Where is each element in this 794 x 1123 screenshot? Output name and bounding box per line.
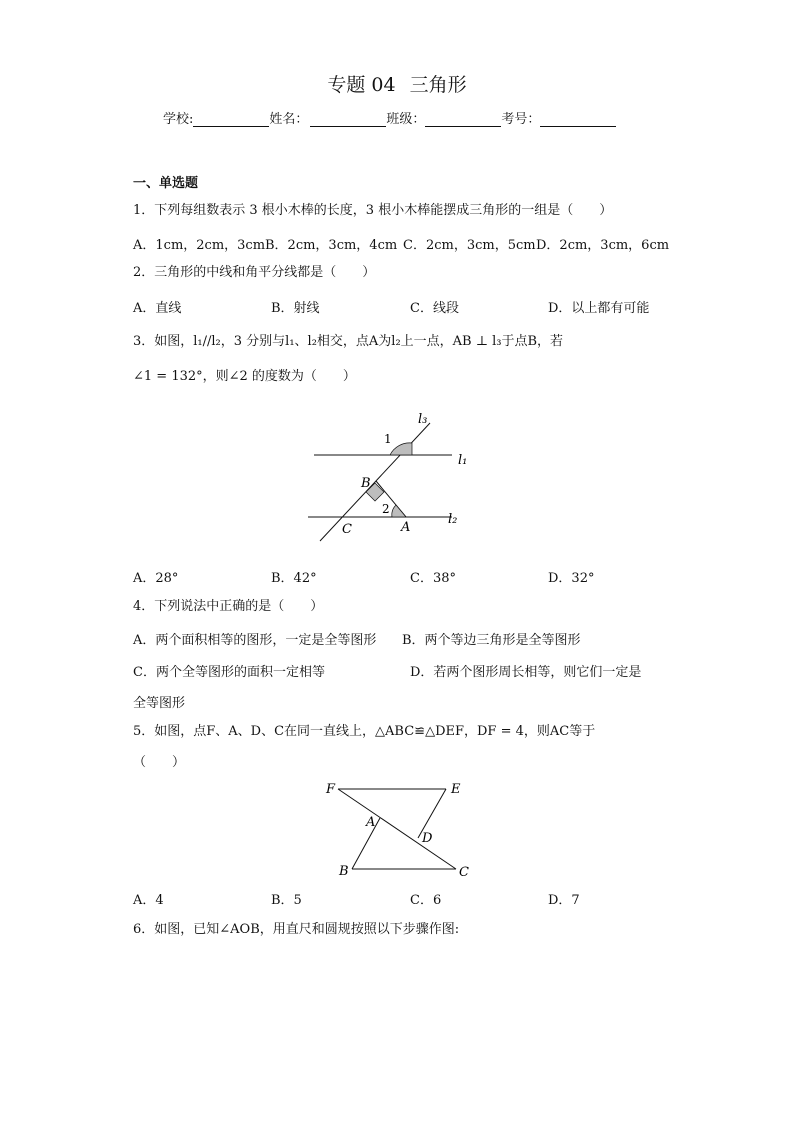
- label-point-b: B: [361, 476, 371, 491]
- school-blank[interactable]: [193, 112, 269, 127]
- q2-option-a[interactable]: A．直线: [133, 301, 182, 316]
- title-sub: 三角形: [409, 74, 467, 96]
- question-6-stem: 6．如图，已知∠AOB，用直尺和圆规按照以下步骤作图:: [133, 922, 460, 937]
- question-5-line1: 5．如图，点F、A、D、C在同一直线上，△ABC≌△DEF，DF = 4，则AC等于: [133, 724, 596, 739]
- student-info-line: [163, 108, 616, 127]
- q1-option-c[interactable]: C．2cm，3cm，5cm: [403, 238, 536, 253]
- q2-option-c[interactable]: C．线段: [410, 301, 459, 316]
- q3-option-d[interactable]: D．32°: [548, 571, 595, 586]
- class-label: 班级：: [386, 112, 426, 127]
- label-point-d: D: [422, 831, 433, 846]
- q5-option-d[interactable]: D．7: [548, 893, 580, 908]
- label-l2: l₂: [448, 512, 458, 527]
- name-label: 姓名：: [269, 112, 309, 127]
- page-title: [0, 70, 794, 97]
- question-3-line2: ∠1 = 132°，则∠2 的度数为（ ）: [133, 369, 356, 384]
- title-main: 专题 04: [327, 74, 396, 96]
- question-1-stem: 1．下列每组数表示 3 根小木棒的长度，3 根小木棒能摆成三角形的一组是（ ）: [133, 203, 613, 218]
- label-l3: l₃: [418, 412, 428, 427]
- name-blank[interactable]: [310, 112, 386, 127]
- angle-2-mark: [392, 505, 406, 517]
- label-angle-2: 2: [382, 502, 390, 516]
- angle-1-mark: [390, 443, 412, 455]
- q1-option-d[interactable]: D．2cm，3cm，6cm: [536, 238, 670, 253]
- q4-option-b[interactable]: B．两个等边三角形是全等图形: [402, 633, 581, 648]
- q5-option-c[interactable]: C．6: [410, 893, 442, 908]
- question-3-line1: 3．如图，l₁//l₂，3 分别与l₁、l₂相交，点A为l₂上一点，AB ⊥ l₃于点B，若: [133, 334, 564, 349]
- q2-option-b[interactable]: B．射线: [271, 301, 320, 316]
- label-l1: l₁: [458, 453, 468, 468]
- q3-option-a[interactable]: A．28°: [133, 571, 179, 586]
- segment-fc: [338, 789, 456, 869]
- q4-option-d-continued: 全等图形: [133, 696, 186, 711]
- label-point-e: E: [451, 782, 461, 797]
- question-5-line2: （ ）: [133, 755, 186, 770]
- q5-option-b[interactable]: B．5: [271, 893, 302, 908]
- label-angle-1: 1: [384, 432, 392, 446]
- q1-option-b[interactable]: B．2cm，3cm，4cm: [265, 238, 398, 253]
- number-label: 考号：: [501, 112, 541, 127]
- q5-figure: [318, 776, 478, 884]
- q4-option-c[interactable]: C．两个全等图形的面积一定相等: [133, 665, 325, 680]
- class-blank[interactable]: [425, 112, 501, 127]
- q2-option-d[interactable]: D．以上都有可能: [548, 301, 650, 316]
- section-heading: 一、单选题: [133, 176, 199, 191]
- question-2-stem: 2．三角形的中线和角平分线都是（ ）: [133, 265, 376, 280]
- question-4-stem: 4．下列说法中正确的是（ ）: [133, 599, 324, 614]
- q3-figure: [300, 405, 480, 545]
- q1-option-a[interactable]: A．1cm，2cm，3cm: [133, 238, 266, 253]
- label-point-b: B: [339, 864, 349, 879]
- label-point-f: F: [326, 782, 336, 797]
- q4-option-a[interactable]: A．两个面积相等的图形，一定是全等图形: [133, 633, 377, 648]
- label-point-c: C: [459, 865, 469, 880]
- q5-option-a[interactable]: A．4: [133, 893, 164, 908]
- label-point-c: C: [342, 522, 352, 537]
- number-blank[interactable]: [540, 112, 616, 127]
- line-l3: [320, 423, 430, 541]
- q4-option-d[interactable]: D．若两个图形周长相等，则它们一定是: [410, 665, 642, 680]
- q3-option-b[interactable]: B．42°: [271, 571, 317, 586]
- label-point-a: A: [366, 815, 376, 830]
- q3-option-c[interactable]: C．38°: [410, 571, 456, 586]
- label-point-a: A: [401, 520, 411, 535]
- school-label: 学校:: [163, 112, 194, 127]
